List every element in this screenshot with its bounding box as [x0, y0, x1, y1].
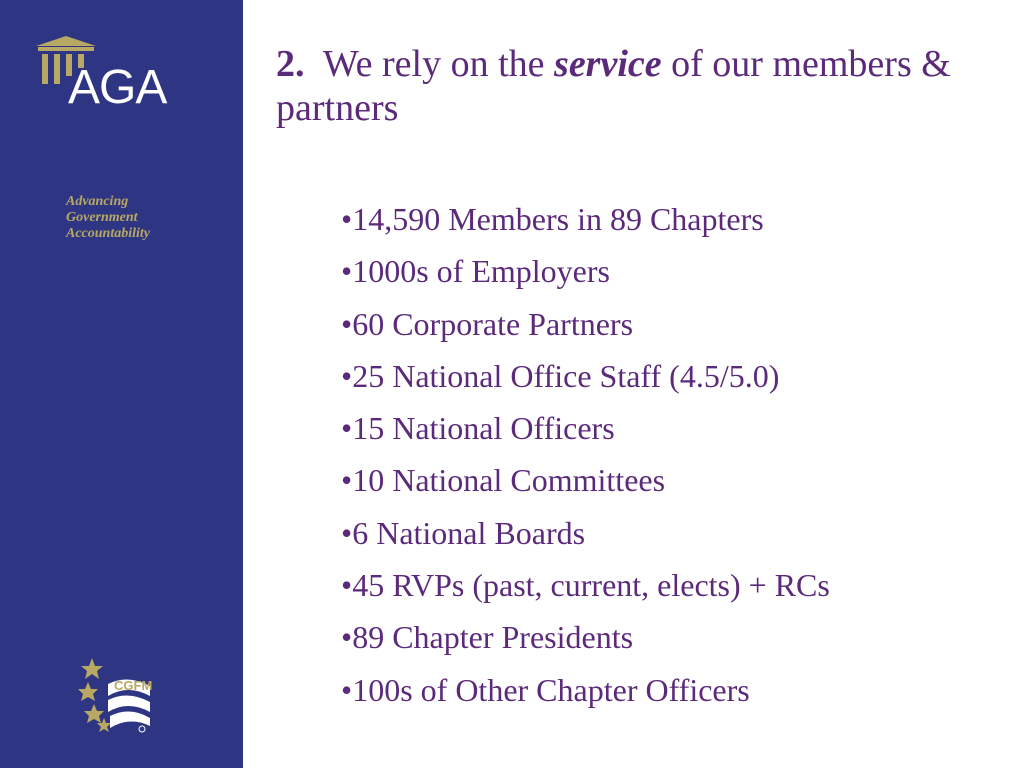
tagline-line-1: Advancing	[66, 194, 129, 209]
aga-logo-text: AGA	[68, 61, 167, 114]
title-text-start: We rely on the	[322, 43, 555, 85]
slide-title	[276, 42, 996, 130]
bullet-list	[341, 193, 830, 716]
bullet-item: •6 National Boards	[341, 514, 586, 551]
bullet-item: •60 Corporate Partners	[341, 305, 634, 342]
bullet-item: •1000s of Employers	[341, 253, 610, 290]
tagline	[66, 194, 150, 242]
bullet-item: •15 National Officers	[341, 410, 615, 447]
cgfm-badge-icon	[78, 656, 158, 736]
title-number: 2.	[276, 43, 305, 85]
cgfm-badge-text: CGFM	[114, 678, 153, 693]
bullet-item: •100s of Other Chapter Officers	[341, 671, 750, 708]
tagline-line-2: Government	[66, 210, 138, 225]
title-emphasis: service	[554, 43, 662, 85]
title-text-end: of our members & partners	[276, 43, 951, 129]
bullet-item: •14,590 Members in 89 Chapters	[341, 201, 764, 237]
bullet-item: •45 RVPs (past, current, elects) + RCs	[341, 567, 830, 604]
bullet-item: •10 National Committees	[341, 462, 666, 499]
tagline-line-3: Accountability	[66, 226, 150, 241]
sidebar	[0, 0, 243, 768]
bullet-item: •89 Chapter Presidents	[341, 619, 634, 656]
bullet-item: •25 National Office Staff (4.5/5.0)	[341, 357, 780, 394]
